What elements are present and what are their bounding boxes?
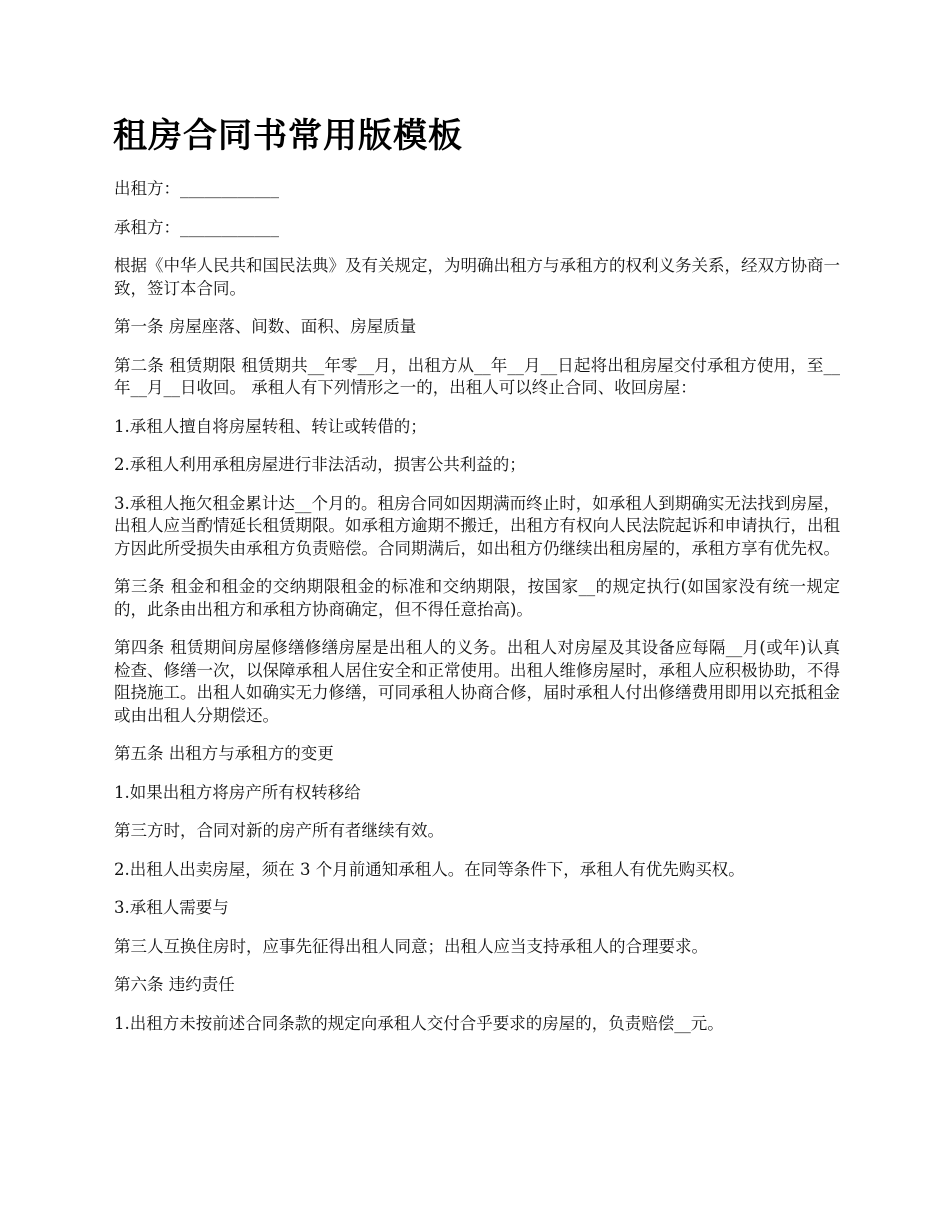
article-2-paragraph: 第二条 租赁期限 租赁期共__年零__月，出租方从__年__月__日起将出租房屋交付承租方使用，至__年__月__日收回。 承租人有下列情形之一的，出租人可以终止合同、收回房屋： (114, 355, 840, 397)
article-4-paragraph: 第四条 租赁期间房屋修缮修缮房屋是出租人的义务。出租人对房屋及其设备应每隔__月(或年)认真检查、修缮一次，以保障承租人居住安全和正常使用。出租人维修房屋时，承租人应积极协助，不得阻挠施工。出租人如确实无力修缮，可同承租人协商合修，届时承租人付出修缮费用即用以充抵租金或由出租人分期偿还。 (114, 638, 840, 725)
article-5-clause-2: 2.出租人出卖房屋，须在 3 个月前通知承租人。在同等条件下，承租人有优先购买权。 (114, 859, 745, 879)
lessor-line: 出租方：____________ (114, 179, 279, 198)
article-2-clause-2: 2.承租人利用承租房屋进行非法活动，损害公共利益的； (114, 455, 526, 474)
article-6-heading: 第六条 违约责任 (114, 975, 235, 994)
article-5-clause-3-cont: 第三人互换住房时，应事先征得出租人同意；出租人应当支持承租人的合理要求。 (114, 936, 708, 956)
article-1-heading: 第一条 房屋座落、间数、面积、房屋质量 (114, 317, 417, 336)
article-5-clause-3: 3.承租人需要与 (114, 898, 229, 917)
article-2-clause-3: 3.承租人拖欠租金累计达__个月的。租房合同如因期满而终止时，如承租人到期确实无法找到房屋，出租人应当酌情延长租赁期限。如承租方逾期不搬迁，出租方有权向人民法院起诉和申请执行，出租方因此所受损失由承租方负责赔偿。合同期满后，如出租方仍继续出租房屋的，承租方享有优先权。 (114, 493, 840, 558)
document-body (114, 178, 840, 1051)
article-5-clause-1-cont: 第三方时，合同对新的房产所有者继续有效。 (114, 821, 444, 840)
lessee-line: 承租方：____________ (114, 217, 279, 237)
article-5-clause-1: 1.如果出租方将房产所有权转移给 (114, 782, 361, 802)
article-5-heading: 第五条 出租方与承租方的变更 (114, 744, 334, 763)
document-title: 租房合同书常用版模板 (113, 116, 463, 156)
preamble-paragraph: 根据《中华人民共和国民法典》及有关规定，为明确出租方与承租方的权利义务关系，经双方协商一致，签订本合同。 (114, 256, 840, 298)
article-6-clause-1: 1.出租方未按前述合同条款的规定向承租人交付合乎要求的房屋的，负责赔偿__元。 (114, 1013, 724, 1033)
article-2-clause-1: 1.承租人擅自将房屋转租、转让或转借的； (114, 416, 427, 436)
article-3-paragraph: 第三条 租金和租金的交纳期限租金的标准和交纳期限，按国家__的规定执行(如国家没有统一规定的，此条由出租方和承租方协商确定，但不得任意抬高)。 (114, 577, 840, 619)
